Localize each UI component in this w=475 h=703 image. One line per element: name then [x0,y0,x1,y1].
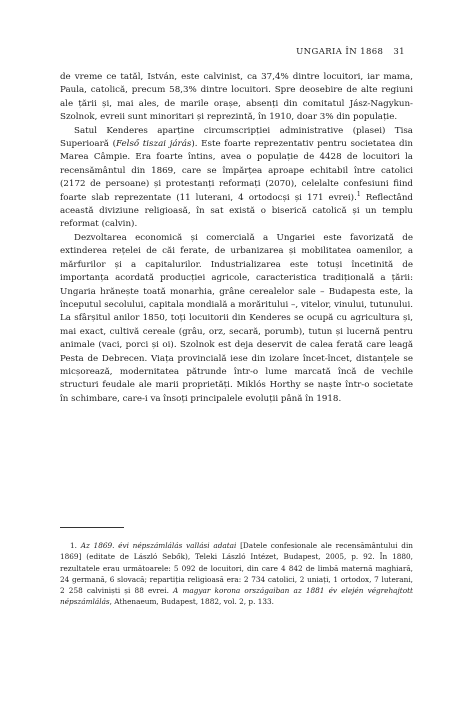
paragraph-1: de vreme ce tatăl, István, este calvinist, ca 37,4% dintre locuitori, iar mama, Paula, catolică, precum 58,3% dintre locuitori. Spre deosebire de alte regiuni ale țării și, mai ales, de marile orașe, absenți din comitatul Jász-Nagykun-Szolnok, evreii sunt minoritari și reprezintă, în 1910, doar 3% din populație. [60,72,413,123]
footnote-text-a: [Datele confesionale ale recensământului din 1869] (editate de László Sebők), Teleki László Intézet, Budapest, 2005, p. 92. În 1880, rezultatele erau următoarele: 5 092 de locuitori, din care 4 842 de limbă maternă maghiară, 24 germană, 6 slovacă; repartiția religioasă era: 2 734 catolici, 2 uniați, 1 ortodox, 7 luterani, 2 258 calviniști și 88 evrei. [60,541,413,596]
running-header-title: UNGARIA ÎN 1868 [296,47,384,57]
footnote-italic-title: Az 1869. évi népszámlálás vallási adatai [80,541,237,550]
footnote-number: 1. [70,541,77,550]
footnote-divider [60,527,124,528]
paragraph-3: Dezvoltarea economică și comercială a Ungariei este favorizată de extinderea rețelei de căi ferate, de urbanizarea și mobilitatea oamenilor, a mărfurilor și a capitalurilor. Industrializarea este totuși încetinită de importanța acordată producției agricole, caracteristica tradițională a țării: Ungaria hrănește toată monarhia, grâne cerealelor sale – Budapesta este, la începutul secolului, capitala mondială a morăritului –, vitelor, vinului, tutunului. La sfârșitul anilor 1850, toți locuitorii din Kenderes se ocupă cu agricultura și, mai exact, cultivă cereale (grâu, orz, secară, porumb), tutun și lucernă pentru animale (vaci, porci și oi). Szolnok est deja deservit de calea ferată care leagă Pesta de Debrecen. Viața provincială iese din izolare încet-încet, distanțele se micșorează, modernitatea pătrunde într-o lume marcată încă de vechile structuri feudale ale marii proprietăți. Miklós Horthy se naște într-o societate în schimbare, care-i va însoți principalele evoluții până în 1918. [60,232,413,404]
footnote-text-b: , Athenaeum, Budapest, 1882, vol. 2, p. 133. [109,597,274,607]
paragraph-2-italic-term: Felső tiszai járás [115,139,192,150]
footnotes [60,540,413,608]
paragraph-2-text-a: Satul Kenderes aparține circumscripției administrative (plasei) Tisa Superioară ( [60,125,413,150]
footnote-italic-title-2: A magyar korona országaiban az 1881 év elején végrehajtott népszámlálás [60,586,413,607]
paragraph-2-text-c: Reflectând această diviziune religioasă, în sat există o biserică catolică și un templu reformat (calvin). [60,192,413,230]
paragraph-2 [60,125,413,232]
body-text [60,71,413,406]
footnote-1 [60,540,413,608]
running-header [296,47,405,57]
paragraph-2-text-b: ). Este foarte reprezentativ pentru societatea din Marea Câmpie. Era foarte întins, avea o populație de 4428 de locuitori la recensământul din 1869, care se împărțea aproape echitabil între catolici (2172 de persoane) și protestanți reformați (2070), celelalte confesiuni fiind foarte slab reprezentate (11 luterani, 4 ortodocși și 171 evrei). [60,139,413,203]
footnote-reference[interactable]: 1 [356,190,361,198]
page-number: 31 [393,47,405,57]
